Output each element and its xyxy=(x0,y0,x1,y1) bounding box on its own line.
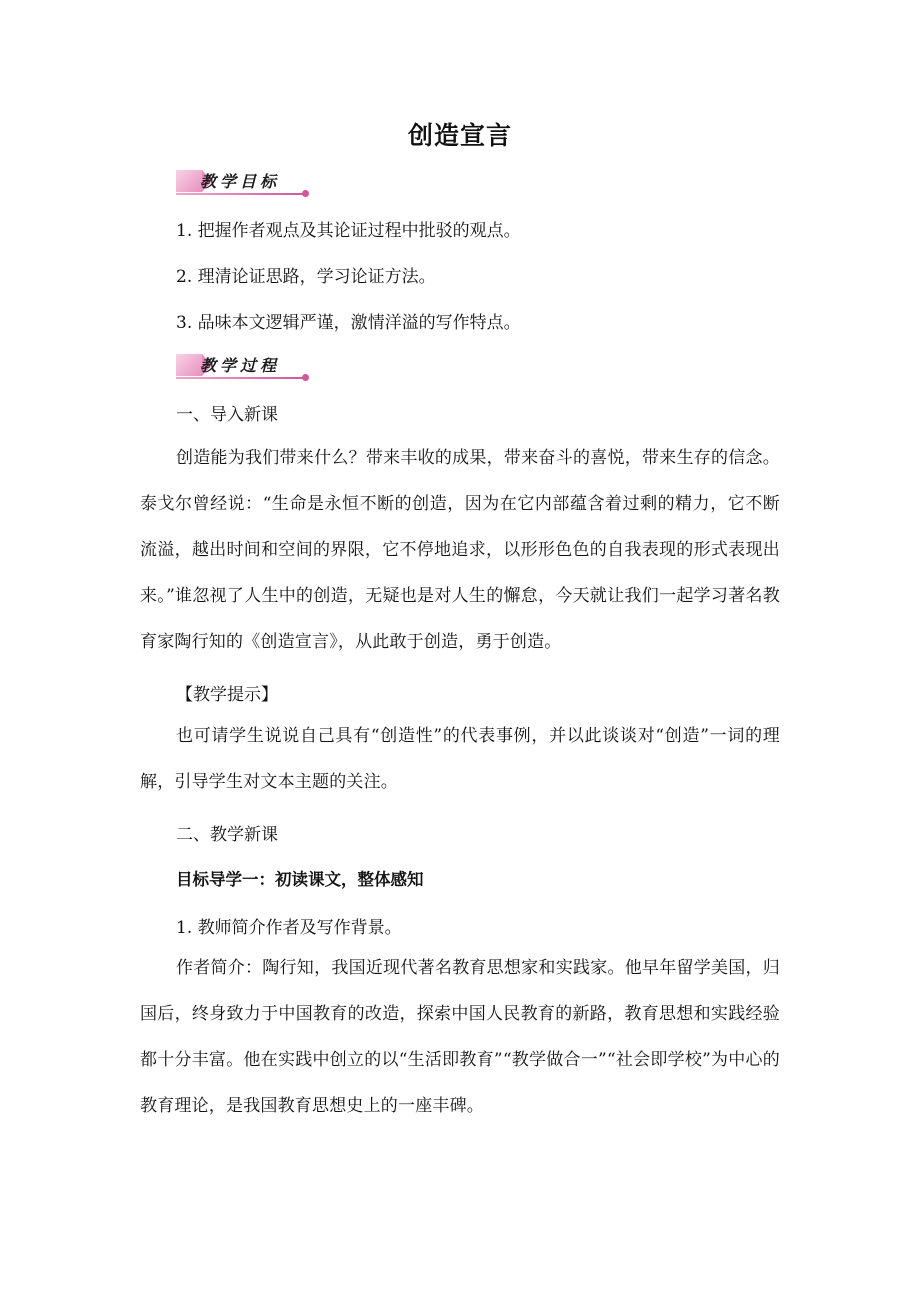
objective-item-3: 3. 品味本文逻辑严谨，激情洋溢的写作特点。 xyxy=(176,313,521,333)
part1-heading: 一、导入新课 xyxy=(176,405,278,425)
section-heading-label: 教学过程 xyxy=(200,356,281,375)
section-tab-icon xyxy=(176,170,202,192)
section-underline xyxy=(176,193,303,195)
page-title: 创造宣言 xyxy=(407,121,512,150)
teaching-tip-paragraph: 也可请学生说说自己具有“创造性”的代表事例，并以此谈谈对“创造”一词的理解，引导学生对文本主题的关注。 xyxy=(140,726,780,792)
section-dot-icon xyxy=(302,190,309,197)
section-dot-icon xyxy=(302,374,309,381)
section-heading-objectives xyxy=(176,168,311,196)
section-tab-icon xyxy=(176,354,202,376)
objective-item-1: 1. 把握作者观点及其论证过程中批驳的观点。 xyxy=(176,221,521,241)
part2-heading: 二、教学新课 xyxy=(176,825,278,845)
objective-item-2: 2. 理清论证思路，学习论证方法。 xyxy=(176,267,436,287)
section-heading-label: 教学目标 xyxy=(200,172,281,191)
section-underline xyxy=(176,377,303,379)
section-heading-process xyxy=(176,352,311,380)
teaching-tip-label: 【教学提示】 xyxy=(176,685,278,705)
step-item-1: 1. 教师简介作者及写作背景。 xyxy=(176,918,402,938)
author-intro-paragraph: 作者简介：陶行知，我国近现代著名教育思想家和实践家。他早年留学美国，归国后，终身致力于中国教育的改造，探索中国人民教育的新路，教育思想和实践经验都十分丰富。他在实践中创立的以“生活即教育”“教学做合一”“社会即学校”为中心的教育理论，是我国教育思想史上的一座丰碑。 xyxy=(140,958,780,1116)
goal-heading: 目标导学一：初读课文，整体感知 xyxy=(176,870,424,889)
intro-paragraph: 创造能为我们带来什么？带来丰收的成果，带来奋斗的喜悦，带来生存的信念。泰戈尔曾经说：“生命是永恒不断的创造，因为在它内部蕴含着过剩的精力，它不断流溢，越出时间和空间的界限，它不停地追求，以形形色色的自我表现的形式表现出来。”谁忽视了人生中的创造，无疑也是对人生的懈怠，今天就让我们一起学习著名教育家陶行知的《创造宣言》，从此敢于创造，勇于创造。 xyxy=(140,448,780,652)
